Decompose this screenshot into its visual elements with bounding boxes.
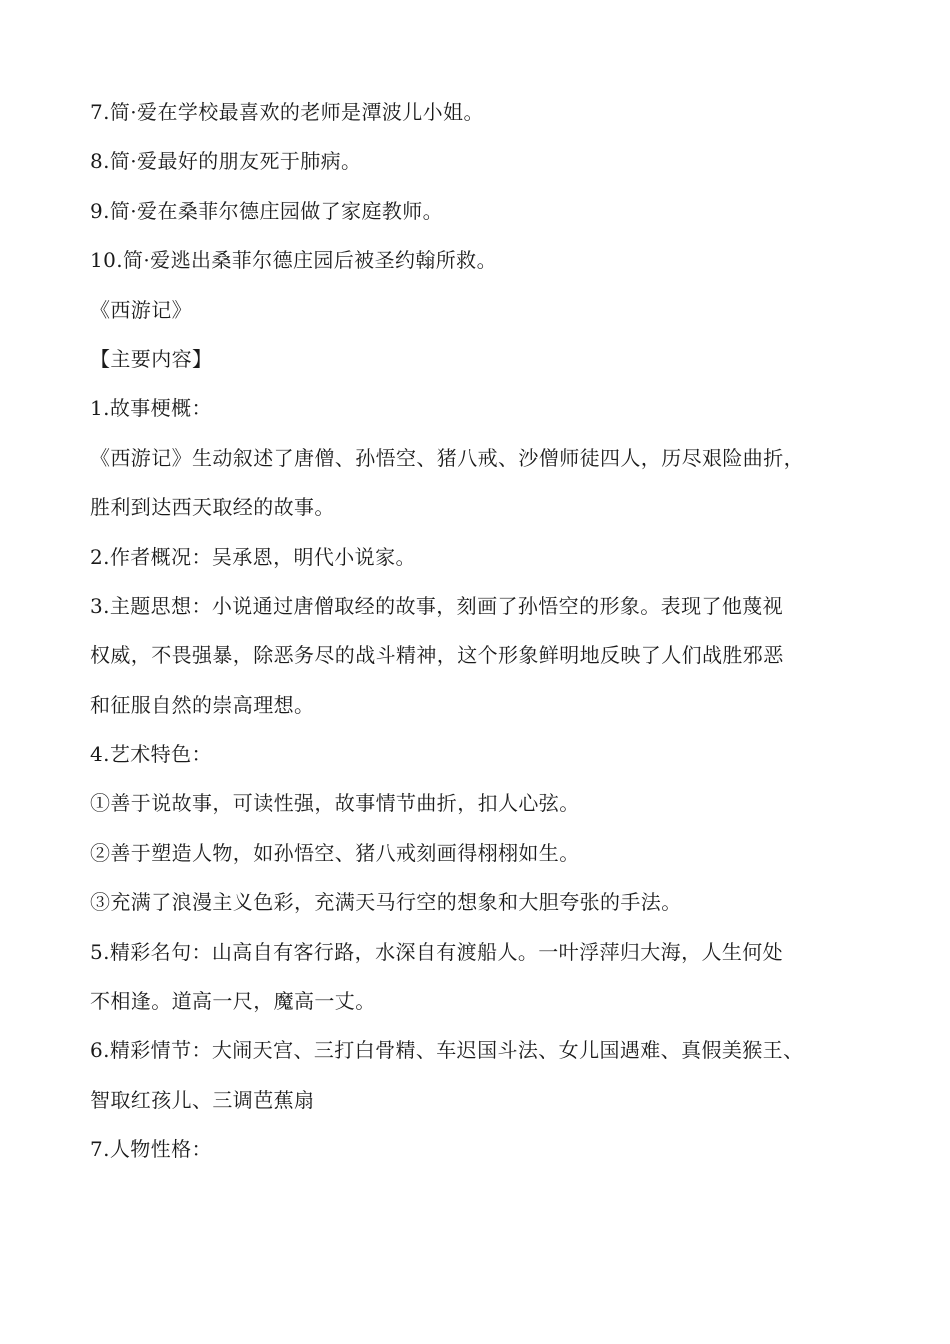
text-line: ①善于说故事，可读性强，故事情节曲折，扣人心弦。 — [90, 791, 580, 816]
document-body — [90, 88, 870, 1175]
text-line: 3.主题思想：小说通过唐僧取经的故事，刻画了孙悟空的形象。表现了他蔑视 — [90, 593, 784, 618]
text-line: ③充满了浪漫主义色彩，充满天马行空的想象和大胆夸张的手法。 — [90, 890, 682, 915]
text-line: 5.精彩名句：山高自有客行路，水深自有渡船人。一叶浮萍归大海，人生何处 — [90, 939, 784, 964]
text-line: 7.人物性格： — [90, 1137, 212, 1162]
text-line: 和征服自然的崇高理想。 — [90, 692, 315, 717]
text-line: 8.简·爱最好的朋友死于肺病。 — [90, 149, 362, 174]
text-line: 智取红孩儿、三调芭蕉扇 — [90, 1087, 315, 1112]
text-line: 7.简·爱在学校最喜欢的老师是潭波儿小姐。 — [90, 100, 484, 124]
text-line: 1.故事梗概： — [90, 396, 212, 421]
text-line: 10.简·爱逃出桑菲尔德庄园后被圣约翰所救。 — [90, 248, 497, 273]
text-line: ②善于塑造人物，如孙悟空、猪八戒刻画得栩栩如生。 — [90, 840, 580, 865]
section-heading: 【主要内容】 — [90, 346, 213, 371]
text-line: 9.简·爱在桑菲尔德庄园做了家庭教师。 — [90, 198, 444, 223]
text-line: 《西游记》生动叙述了唐僧、孙悟空、猪八戒、沙僧师徒四人，历尽艰险曲折， — [90, 445, 804, 470]
text-line: 权威，不畏强暴，除恶务尽的战斗精神，这个形象鲜明地反映了人们战胜邪恶 — [90, 643, 784, 668]
book-title-heading: 《西游记》 — [90, 297, 192, 322]
text-line: 不相逢。道高一尺，魔高一丈。 — [90, 989, 376, 1014]
text-line: 4.艺术特色： — [90, 742, 212, 767]
text-line: 胜利到达西天取经的故事。 — [90, 495, 335, 520]
text-line: 6.精彩情节：大闹天宫、三打白骨精、车迟国斗法、女儿国遇难、真假美猴王、 — [90, 1038, 804, 1063]
text-line: 2.作者概况：吴承恩，明代小说家。 — [90, 544, 416, 569]
